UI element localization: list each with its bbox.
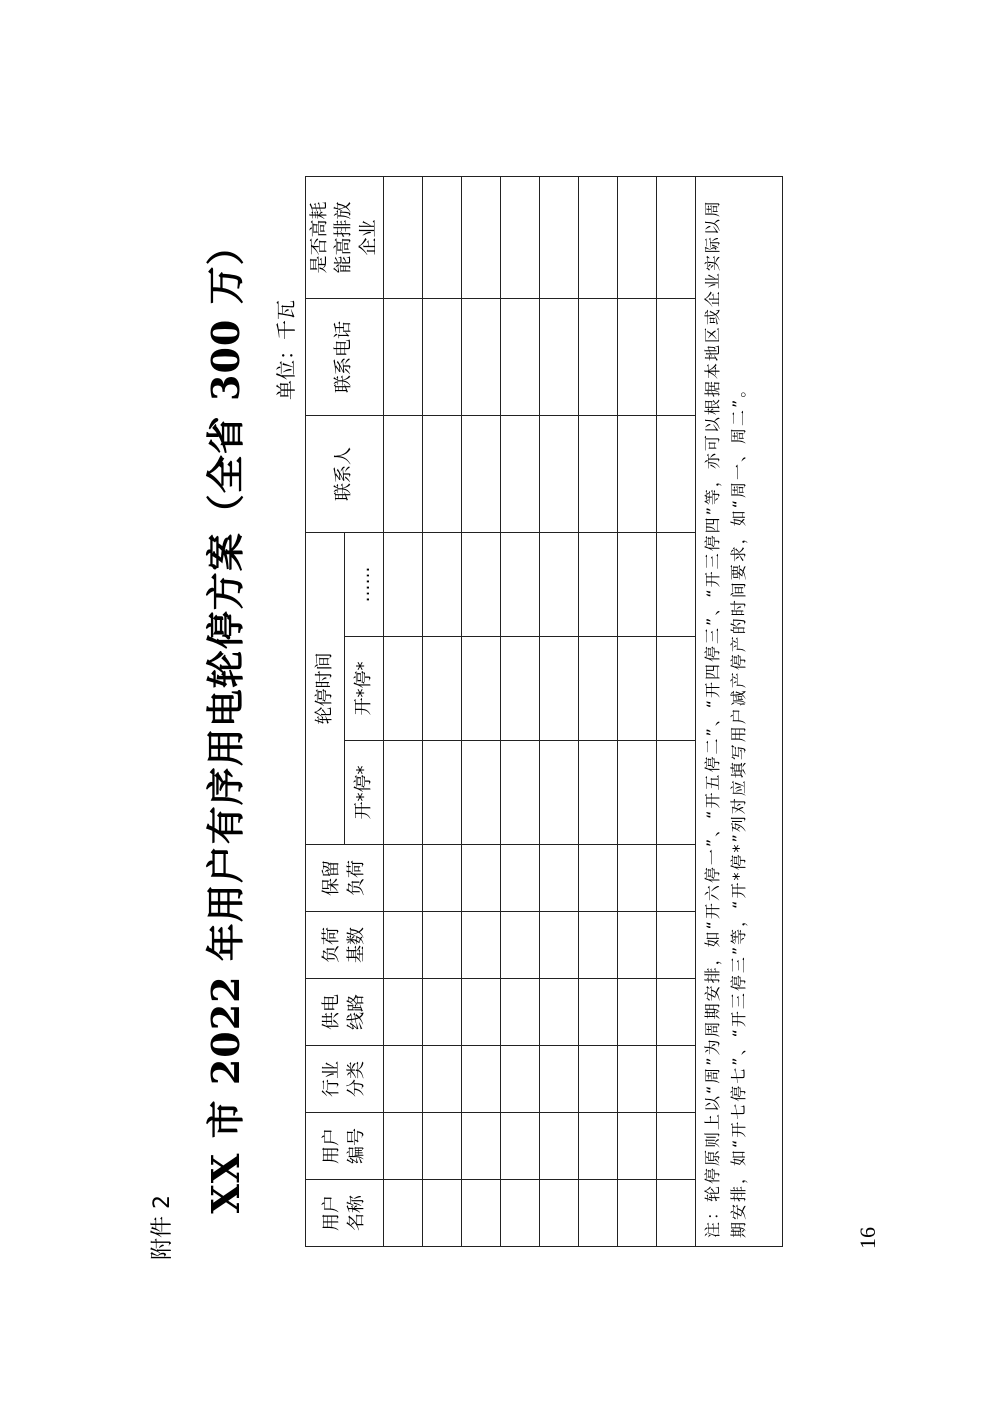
table-cell[interactable] (423, 176, 462, 298)
table-cell[interactable] (618, 637, 657, 741)
header-user-id: 用户编号 (306, 1113, 384, 1180)
header-rotation-sub-1: 开*停* (345, 741, 384, 845)
header-rotation-sub-2: 开*停* (345, 637, 384, 741)
table-cell[interactable] (501, 176, 540, 298)
table-cell[interactable] (657, 176, 696, 298)
table-cell[interactable] (657, 979, 696, 1046)
table-cell[interactable] (618, 1113, 657, 1180)
table-cell[interactable] (423, 912, 462, 979)
table-cell[interactable] (384, 637, 423, 741)
header-contact-phone: 联系电话 (306, 298, 384, 415)
header-rotation-time: 轮停时间 (306, 532, 345, 844)
header-contact-person: 联系人 (306, 415, 384, 532)
table-cell[interactable] (501, 298, 540, 415)
table-cell[interactable] (579, 532, 618, 636)
table-cell[interactable] (462, 912, 501, 979)
table-cell[interactable] (384, 1046, 423, 1113)
table-cell[interactable] (618, 176, 657, 298)
header-user-name: 用户名称 (306, 1180, 384, 1247)
table-cell[interactable] (501, 1113, 540, 1180)
table-cell[interactable] (540, 176, 579, 298)
table-cell[interactable] (501, 532, 540, 636)
table-cell[interactable] (657, 637, 696, 741)
page-number: 16 (855, 1227, 880, 1249)
table-cell[interactable] (423, 532, 462, 636)
table-cell[interactable] (423, 845, 462, 912)
table-cell[interactable] (540, 415, 579, 532)
table-cell[interactable] (657, 845, 696, 912)
table-cell[interactable] (462, 1113, 501, 1180)
table-cell[interactable] (657, 532, 696, 636)
attachment-label: 附件 2 (150, 1195, 175, 1260)
unit-label: 单位：千瓦 (274, 300, 298, 400)
header-retained-load: 保留负荷 (306, 845, 384, 912)
table-cell[interactable] (384, 741, 423, 845)
table-cell[interactable] (579, 979, 618, 1046)
table-cell[interactable] (501, 637, 540, 741)
table-cell[interactable] (579, 912, 618, 979)
table-cell[interactable] (618, 1180, 657, 1247)
table-row (462, 176, 501, 1246)
table-cell[interactable] (579, 741, 618, 845)
header-high-energy: 是否高耗能高排放企业 (306, 176, 384, 298)
table-cell[interactable] (501, 1046, 540, 1113)
table-cell[interactable] (501, 845, 540, 912)
table-cell[interactable] (423, 741, 462, 845)
table-cell[interactable] (423, 979, 462, 1046)
table-cell[interactable] (384, 1113, 423, 1180)
table-cell[interactable] (423, 637, 462, 741)
table-cell[interactable] (618, 741, 657, 845)
table-note: 注：轮停原则上以“周”为周期安排，如“开六停一”、“开五停二”、“开四停三”、“开三停四”等，亦可以根据本地区或企业实际以周期安排，如“开七停七”、“开三停三”等，“开*停*”列对应填写用户减产停产的时间要求，如“周一、周二”。 (696, 176, 783, 1246)
table-cell[interactable] (384, 845, 423, 912)
table-cell[interactable] (462, 176, 501, 298)
table-cell[interactable] (384, 176, 423, 298)
table-cell[interactable] (579, 637, 618, 741)
table-cell[interactable] (462, 415, 501, 532)
table-cell[interactable] (462, 979, 501, 1046)
table-row (423, 176, 462, 1246)
table-cell[interactable] (540, 979, 579, 1046)
table-cell[interactable] (462, 1046, 501, 1113)
table-cell[interactable] (501, 979, 540, 1046)
table-cell[interactable] (540, 1113, 579, 1180)
table-cell[interactable] (579, 298, 618, 415)
table-row (501, 176, 540, 1246)
table-cell[interactable] (462, 637, 501, 741)
table-cell[interactable] (423, 1046, 462, 1113)
table-cell[interactable] (423, 1180, 462, 1247)
table-cell[interactable] (540, 298, 579, 415)
table-cell[interactable] (540, 637, 579, 741)
table-row (618, 176, 657, 1246)
table-cell[interactable] (579, 176, 618, 298)
table-cell[interactable] (657, 1046, 696, 1113)
table-cell[interactable] (462, 532, 501, 636)
table-cell[interactable] (579, 1113, 618, 1180)
table-cell[interactable] (657, 415, 696, 532)
table-cell[interactable] (384, 532, 423, 636)
table-cell[interactable] (618, 298, 657, 415)
table-cell[interactable] (579, 1046, 618, 1113)
table-cell[interactable] (540, 1046, 579, 1113)
page-title: XX 市 2022 年用户有序用电轮停方案（全省 300 万） (203, 226, 248, 1214)
table-cell[interactable] (540, 845, 579, 912)
table-cell[interactable] (501, 912, 540, 979)
table-cell[interactable] (618, 979, 657, 1046)
rotation-plan-table (305, 176, 783, 1247)
table-row (579, 176, 618, 1246)
table-row (384, 176, 423, 1246)
table-cell[interactable] (579, 415, 618, 532)
table-cell[interactable] (618, 845, 657, 912)
table-cell[interactable] (657, 1180, 696, 1247)
table-cell[interactable] (540, 912, 579, 979)
header-rotation-sub-3: …… (345, 532, 384, 636)
table-cell[interactable] (384, 979, 423, 1046)
table-cell[interactable] (657, 912, 696, 979)
table-cell[interactable] (462, 845, 501, 912)
table-cell[interactable] (540, 1180, 579, 1247)
table-cell[interactable] (579, 845, 618, 912)
table-cell[interactable] (423, 415, 462, 532)
table-cell[interactable] (618, 1046, 657, 1113)
table-row (540, 176, 579, 1246)
table-cell[interactable] (540, 532, 579, 636)
table-cell[interactable] (540, 741, 579, 845)
table-cell[interactable] (657, 298, 696, 415)
table-cell[interactable] (384, 1180, 423, 1247)
table-cell[interactable] (462, 298, 501, 415)
table-cell[interactable] (501, 1180, 540, 1247)
header-supply-line: 供电线路 (306, 979, 384, 1046)
table-cell[interactable] (501, 415, 540, 532)
table-cell[interactable] (384, 298, 423, 415)
table-cell[interactable] (657, 741, 696, 845)
table-cell[interactable] (501, 741, 540, 845)
table-cell[interactable] (579, 1180, 618, 1247)
table-row (657, 176, 696, 1246)
table-cell[interactable] (384, 415, 423, 532)
table-cell[interactable] (462, 741, 501, 845)
table-cell[interactable] (423, 1113, 462, 1180)
header-load-base: 负荷基数 (306, 912, 384, 979)
table-cell[interactable] (618, 415, 657, 532)
table-cell[interactable] (462, 1180, 501, 1247)
table-cell[interactable] (384, 912, 423, 979)
table-cell[interactable] (618, 912, 657, 979)
table-cell[interactable] (423, 298, 462, 415)
header-industry: 行业分类 (306, 1046, 384, 1113)
table-cell[interactable] (657, 1113, 696, 1180)
table-cell[interactable] (618, 532, 657, 636)
